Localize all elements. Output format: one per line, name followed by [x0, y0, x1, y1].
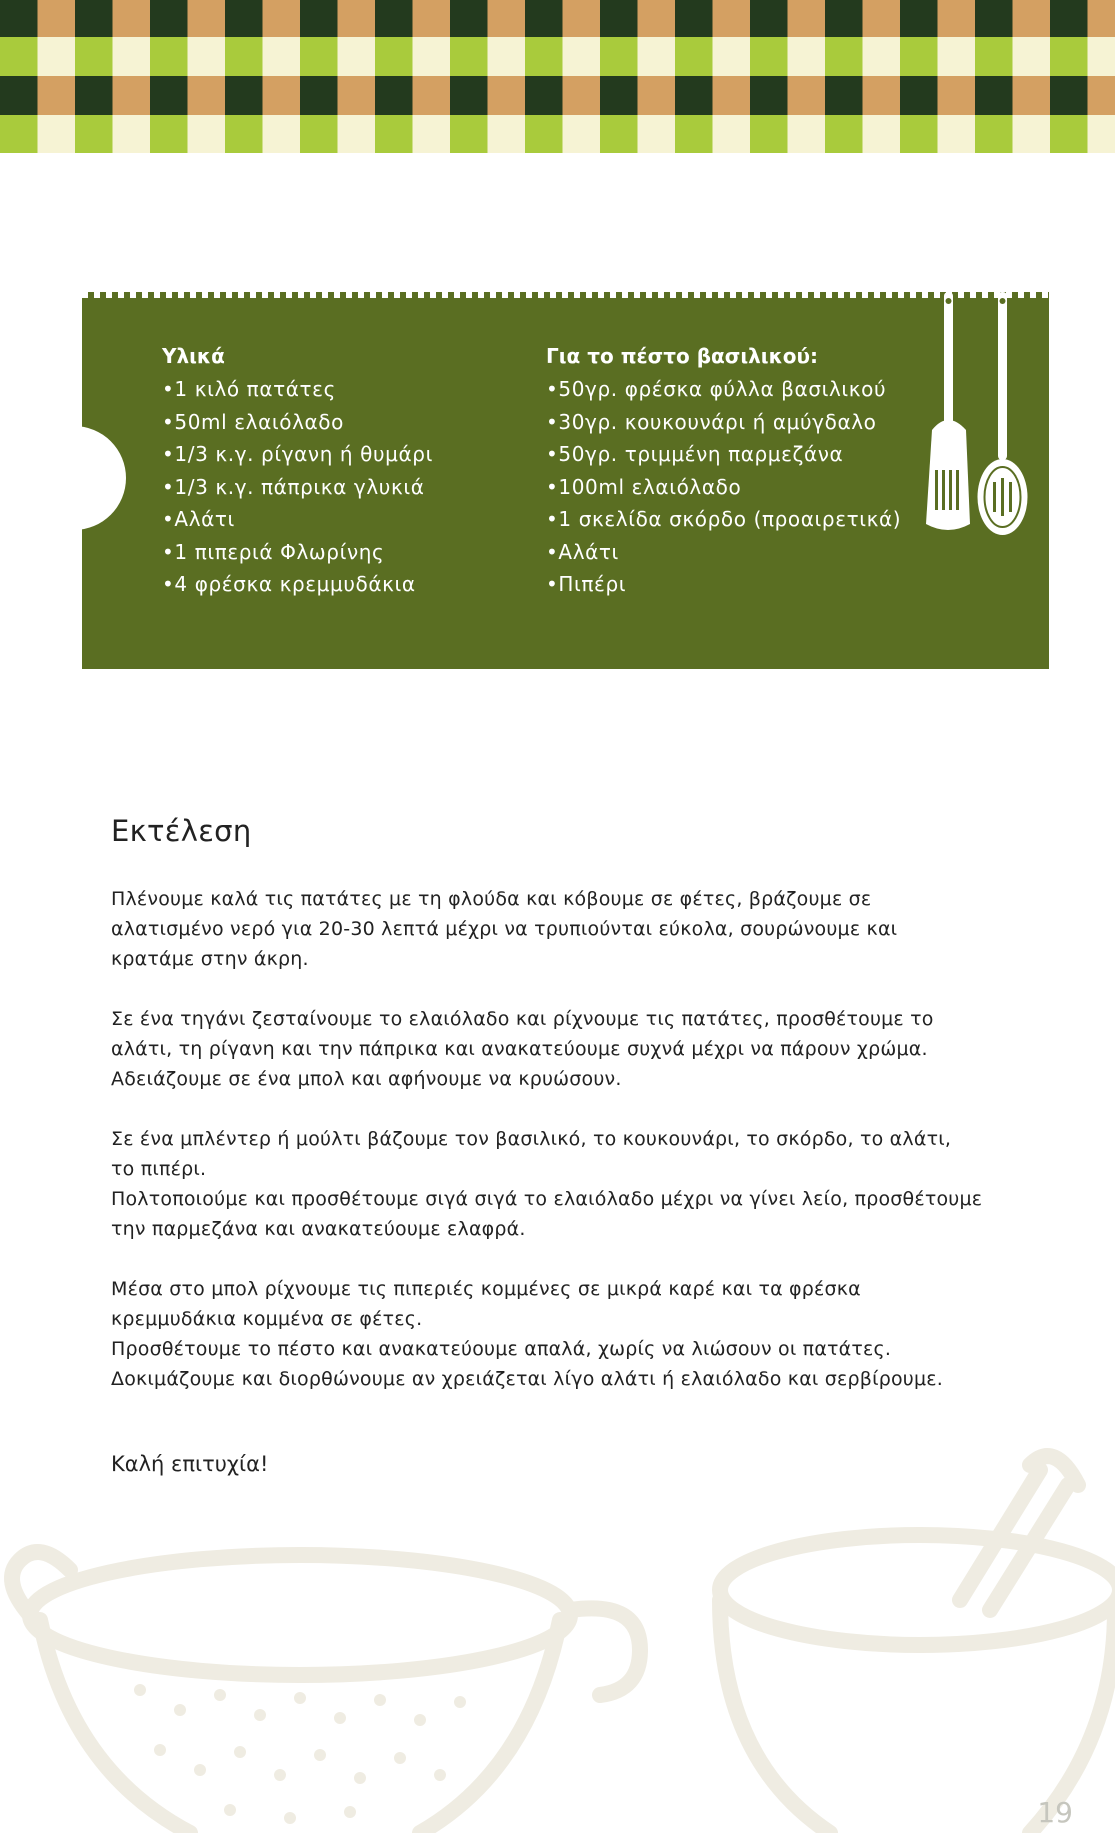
- pattern-cell: [338, 0, 376, 37]
- pattern-cell: [413, 37, 451, 76]
- checkered-header-pattern: [0, 0, 1115, 153]
- pattern-cell: [375, 76, 413, 115]
- pattern-cell: [488, 115, 526, 153]
- pesto-column: [546, 340, 901, 601]
- card-notch: [22, 426, 126, 530]
- method-paragraph: Σε ένα μπλέντερ ή μούλτι βάζουμε τον βασιλικό, το κουκουνάρι, το σκόρδο, το αλάτι, το πιπέρι. Πολτοποιούμε και προσθέτουμε σιγά σιγά το ελαιόλαδο μέχρι να γίνει λείο, προσθέτουμε την παρμεζάνα και ανακατεύουμε ελαφρά.: [111, 1128, 983, 1240]
- pesto-title: Για το πέστο βασιλικού:: [546, 344, 819, 368]
- pattern-cell: [975, 37, 1013, 76]
- pattern-cell: [1088, 0, 1115, 37]
- pattern-cell: [1050, 37, 1088, 76]
- pattern-cell: [750, 37, 788, 76]
- pattern-cell: [1013, 37, 1051, 76]
- pattern-cell: [863, 37, 901, 76]
- pattern-cell: [188, 76, 226, 115]
- list-item: • 1 κιλό πατάτες: [162, 373, 433, 406]
- page-number: 19: [1037, 1796, 1073, 1829]
- pattern-cell: [0, 115, 38, 153]
- pattern-cell: [113, 76, 151, 115]
- pattern-cell: [863, 0, 901, 37]
- pattern-cell: [675, 0, 713, 37]
- ingredients-column: [162, 340, 433, 601]
- pattern-cell: [825, 76, 863, 115]
- pattern-cell: [188, 115, 226, 153]
- pattern-cell: [263, 76, 301, 115]
- pattern-cell: [525, 115, 563, 153]
- pattern-cell: [675, 115, 713, 153]
- pattern-cell: [300, 76, 338, 115]
- pattern-cell: [675, 76, 713, 115]
- pattern-cell: [75, 76, 113, 115]
- pattern-cell: [525, 37, 563, 76]
- colander-and-mortar-illustration: [0, 1440, 1115, 1833]
- pattern-cell: [188, 0, 226, 37]
- pattern-cell: [1050, 76, 1088, 115]
- closing-text: Καλή επιτυχία!: [111, 1452, 269, 1476]
- pattern-cell: [263, 37, 301, 76]
- pattern-cell: [1013, 0, 1051, 37]
- list-item: • Αλάτι: [546, 536, 901, 569]
- pattern-cell: [788, 0, 826, 37]
- pattern-cell: [1013, 115, 1051, 153]
- pattern-cell: [338, 76, 376, 115]
- pattern-cell: [488, 76, 526, 115]
- list-item: • 100ml ελαιόλαδο: [546, 471, 901, 504]
- pattern-cell: [0, 37, 38, 76]
- pattern-cell: [450, 115, 488, 153]
- pattern-cell: [1088, 37, 1115, 76]
- pattern-cell: [713, 0, 751, 37]
- list-item: • 30γρ. κουκουνάρι ή αμύγδαλο: [546, 406, 901, 439]
- pattern-cell: [975, 115, 1013, 153]
- pattern-cell: [0, 0, 38, 37]
- ingredients-list: [162, 373, 433, 601]
- pattern-cell: [638, 37, 676, 76]
- pattern-cell: [713, 76, 751, 115]
- pattern-cell: [750, 115, 788, 153]
- pattern-cell: [38, 76, 76, 115]
- pattern-cell: [150, 0, 188, 37]
- pattern-cell: [975, 0, 1013, 37]
- pattern-cell: [488, 0, 526, 37]
- pattern-cell: [375, 0, 413, 37]
- pattern-cell: [600, 115, 638, 153]
- pattern-cell: [488, 37, 526, 76]
- pattern-cell: [900, 115, 938, 153]
- ingredients-title: Υλικά: [162, 344, 225, 368]
- card-perforated-edge: [82, 288, 1049, 298]
- method-instructions: [111, 884, 1011, 1424]
- pattern-cell: [600, 76, 638, 115]
- pattern-cell: [0, 76, 38, 115]
- pattern-cell: [900, 37, 938, 76]
- pattern-cell: [525, 0, 563, 37]
- pesto-list: [546, 373, 901, 601]
- pattern-cell: [900, 76, 938, 115]
- pattern-cell: [225, 37, 263, 76]
- pattern-cell: [938, 0, 976, 37]
- pattern-cell: [563, 76, 601, 115]
- pattern-cell: [263, 0, 301, 37]
- pattern-cell: [225, 0, 263, 37]
- pattern-cell: [938, 37, 976, 76]
- pattern-cell: [113, 37, 151, 76]
- pattern-cell: [338, 37, 376, 76]
- pattern-cell: [563, 37, 601, 76]
- pattern-cell: [788, 115, 826, 153]
- pattern-cell: [263, 115, 301, 153]
- pattern-cell: [413, 115, 451, 153]
- pattern-cell: [75, 37, 113, 76]
- pattern-cell: [525, 76, 563, 115]
- list-item: • 1 πιπεριά Φλωρίνης: [162, 536, 433, 569]
- pattern-cell: [825, 37, 863, 76]
- pattern-cell: [750, 0, 788, 37]
- list-item: • Πιπέρι: [546, 568, 901, 601]
- pattern-cell: [450, 37, 488, 76]
- method-paragraph: Πλένουμε καλά τις πατάτες με τη φλούδα και κόβουμε σε φέτες, βράζουμε σε αλατισμένο νερό για 20-30 λεπτά μέχρι να τρυπιούνται εύκολα, σουρώνουμε και κρατάμε στην άκρη.: [111, 888, 898, 970]
- pattern-cell: [338, 115, 376, 153]
- pattern-cell: [450, 0, 488, 37]
- pattern-cell: [788, 37, 826, 76]
- pattern-cell: [938, 115, 976, 153]
- pattern-cell: [563, 115, 601, 153]
- list-item: • 1 σκελίδα σκόρδο (προαιρετικά): [546, 503, 901, 536]
- pattern-cell: [300, 115, 338, 153]
- pattern-cell: [863, 76, 901, 115]
- list-item: • 50γρ. φρέσκα φύλλα βασιλικού: [546, 373, 901, 406]
- pattern-cell: [1050, 115, 1088, 153]
- pattern-cell: [413, 0, 451, 37]
- pattern-cell: [1088, 76, 1115, 115]
- pattern-cell: [938, 76, 976, 115]
- pattern-cell: [38, 0, 76, 37]
- pattern-cell: [638, 0, 676, 37]
- method-title: Εκτέλεση: [111, 814, 252, 848]
- pattern-cell: [375, 115, 413, 153]
- pattern-cell: [75, 115, 113, 153]
- pattern-cell: [900, 0, 938, 37]
- pattern-cell: [825, 0, 863, 37]
- pattern-cell: [113, 115, 151, 153]
- pattern-cell: [825, 115, 863, 153]
- list-item: • Αλάτι: [162, 503, 433, 536]
- pattern-cell: [150, 115, 188, 153]
- pattern-cell: [638, 115, 676, 153]
- method-paragraph: Σε ένα τηγάνι ζεσταίνουμε το ελαιόλαδο και ρίχνουμε τις πατάτες, προσθέτουμε το αλάτι, τη ρίγανη και την πάπρικα και ανακατεύουμε συχνά μέχρι να πάρουν χρώμα. Αδειάζουμε σε ένα μπολ και αφήνουμε να κρυώσουν.: [111, 1008, 934, 1090]
- pattern-cell: [38, 115, 76, 153]
- list-item: • 1/3 κ.γ. πάπρικα γλυκιά: [162, 471, 433, 504]
- list-item: • 50γρ. τριμμένη παρμεζάνα: [546, 438, 901, 471]
- pattern-cell: [863, 115, 901, 153]
- pattern-cell: [750, 76, 788, 115]
- pattern-cell: [300, 37, 338, 76]
- pattern-cell: [225, 76, 263, 115]
- list-item: • 4 φρέσκα κρεμμυδάκια: [162, 568, 433, 601]
- pattern-cell: [300, 0, 338, 37]
- pattern-cell: [638, 76, 676, 115]
- pattern-cell: [188, 37, 226, 76]
- method-paragraph: Μέσα στο μπολ ρίχνουμε τις πιπεριές κομμένες σε μικρά καρέ και τα φρέσκα κρεμμυδάκια κομμένα σε φέτες. Προσθέτουμε το πέστο και ανακατεύουμε απαλά, χωρίς να λιώσουν οι πατάτες. Δοκιμάζουμε και διορθώνουμε αν χρειάζεται λίγο αλάτι ή ελαιόλαδο και σερβίρουμε.: [111, 1278, 943, 1390]
- pattern-cell: [600, 37, 638, 76]
- pattern-cell: [713, 37, 751, 76]
- pattern-cell: [1013, 76, 1051, 115]
- pattern-cell: [1050, 0, 1088, 37]
- pattern-cell: [75, 0, 113, 37]
- pattern-cell: [413, 76, 451, 115]
- pattern-cell: [150, 37, 188, 76]
- pattern-cell: [113, 0, 151, 37]
- pattern-cell: [713, 115, 751, 153]
- pattern-cell: [150, 76, 188, 115]
- list-item: • 50ml ελαιόλαδο: [162, 406, 433, 439]
- pattern-cell: [375, 37, 413, 76]
- pattern-cell: [600, 0, 638, 37]
- pattern-cell: [38, 37, 76, 76]
- pattern-cell: [1088, 115, 1115, 153]
- pattern-cell: [225, 115, 263, 153]
- pattern-cell: [788, 76, 826, 115]
- spatula-and-slotted-spoon-icon: [918, 292, 1038, 542]
- pattern-cell: [450, 76, 488, 115]
- pattern-cell: [675, 37, 713, 76]
- list-item: • 1/3 κ.γ. ρίγανη ή θυμάρι: [162, 438, 433, 471]
- pattern-cell: [975, 76, 1013, 115]
- pattern-cell: [563, 0, 601, 37]
